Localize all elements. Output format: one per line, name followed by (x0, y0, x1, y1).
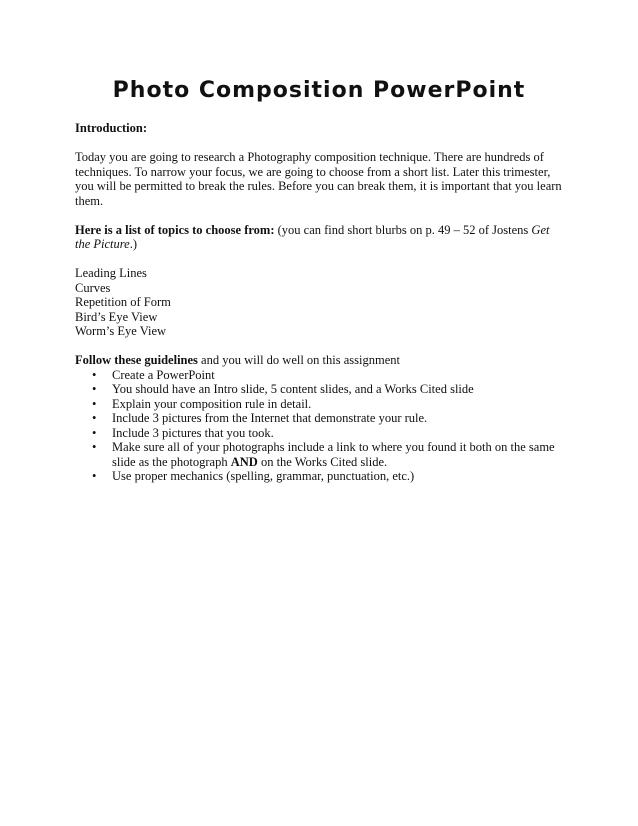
guideline-text: You should have an Intro slide, 5 content slides, and a Works Cited slide (112, 382, 474, 396)
guideline-item (75, 469, 567, 484)
guideline-text: on the Works Cited slide. (257, 454, 388, 469)
topic-item: Worm’s Eye View (75, 324, 167, 338)
topic-item: Bird’s Eye View (75, 309, 158, 324)
bullet-icon: • (92, 367, 97, 382)
guideline-text: Explain your composition rule in detail. (112, 396, 312, 411)
spacer (75, 252, 567, 267)
topic-item: Curves (75, 280, 111, 295)
topic-item: Repetition of Form (75, 295, 171, 309)
bullet-icon: • (92, 425, 97, 440)
bullet-icon: • (92, 396, 97, 411)
guideline-item (75, 440, 567, 469)
guideline-text: Include 3 pictures from the Internet that demonstrate your rule. (112, 411, 428, 425)
guideline-text: Make sure all of your photographs include a link to where you found it both on the same slide as the photograph (112, 440, 555, 469)
guidelines-lead-rest: and you will do well on this assignment (197, 353, 400, 367)
spacer (75, 136, 567, 151)
topics-list (75, 266, 567, 339)
topics-lead-rest: (you can find short blurbs on p. 49 – 52 of Jostens (274, 222, 532, 237)
guideline-item (75, 411, 567, 426)
topics-intro (75, 223, 567, 252)
topics-lead-bold: Here is a list of topics to choose from: (75, 222, 275, 237)
topic-item: Leading Lines (75, 266, 147, 280)
guideline-text: Create a PowerPoint (112, 367, 215, 382)
intro-paragraph: Today you are going to research a Photography composition technique. There are hundreds of techniques. To narrow your focus, we are going to choose from a short list. Later this trimester, you will be permitted to break the rules. Before you can break them, it is important that you learn them. (75, 150, 562, 208)
intro-heading: Introduction: (75, 121, 148, 135)
guideline-text: Include 3 pictures that you took. (112, 425, 274, 440)
topics-lead-end: .) (129, 237, 138, 251)
bullet-icon: • (92, 411, 97, 425)
guidelines-intro (75, 353, 567, 368)
guideline-item (75, 382, 567, 397)
page-title: Photo Composition PowerPoint (112, 78, 526, 103)
guideline-item (75, 397, 567, 412)
spacer (75, 339, 567, 354)
guidelines-list (75, 368, 567, 484)
guideline-item (75, 368, 567, 383)
guideline-text: Use proper mechanics (spelling, grammar, punctuation, etc.) (112, 469, 415, 483)
bullet-icon: • (92, 440, 97, 454)
bullet-icon: • (92, 382, 97, 396)
spacer (75, 208, 567, 223)
guideline-item (75, 426, 567, 441)
guidelines-lead-bold: Follow these guidelines (75, 353, 198, 367)
bullet-icon: • (92, 469, 97, 483)
document-body (75, 121, 567, 484)
book-title: Get the Picture (75, 222, 550, 251)
guideline-emphasis: AND (230, 454, 258, 469)
